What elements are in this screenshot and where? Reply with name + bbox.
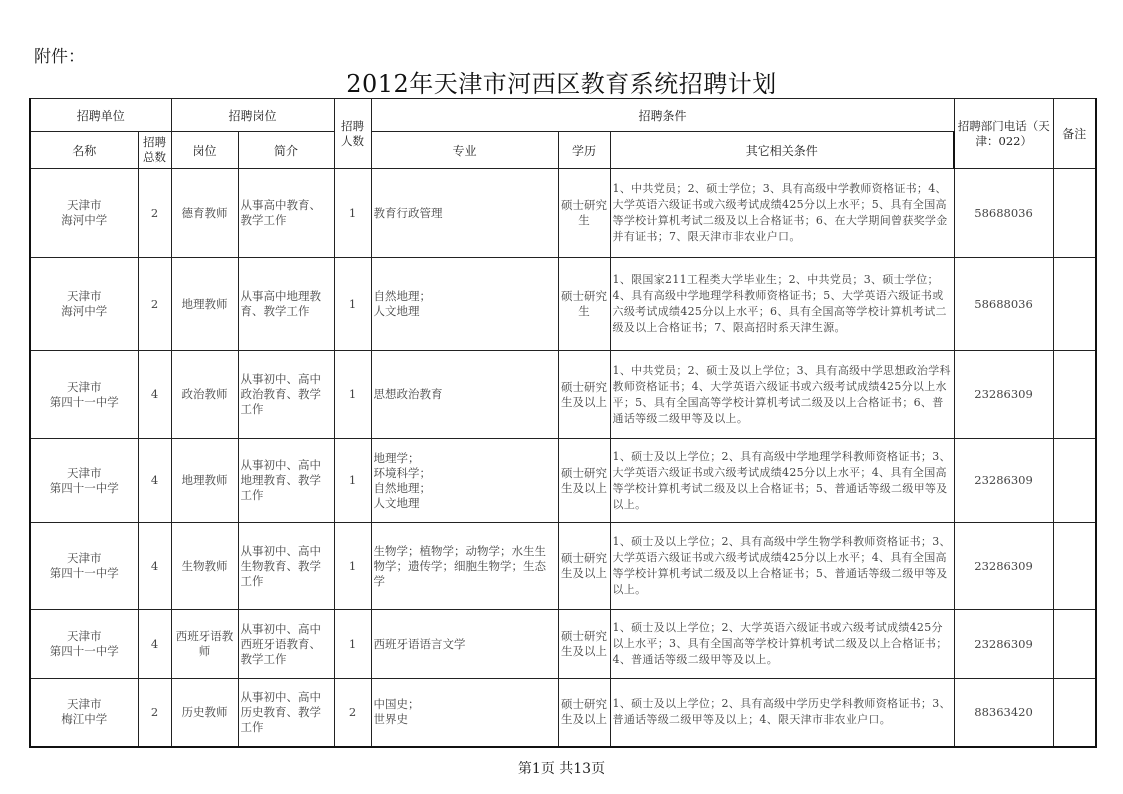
major: 自然地理； 人文地理 <box>371 258 558 351</box>
remark <box>1053 439 1096 523</box>
unit-total: 2 <box>138 679 171 747</box>
other-conditions: 1、硕士及以上学位；2、具有高级中学生物学科教师资格证书；3、大学英语六级证书或六级考试成绩425分以上水平；4、具有全国高等学校计算机考试二级及以上合格证书；5、普通话等级二级甲等及以上。 <box>610 523 954 610</box>
remark <box>1053 351 1096 439</box>
major: 思想政治教育 <box>371 351 558 439</box>
phone: 23286309 <box>954 610 1053 679</box>
post-intro: 从事高中教育、教学工作 <box>238 169 334 258</box>
education: 硕士研究生及以上 <box>558 439 610 523</box>
post-count: 1 <box>334 169 371 258</box>
post-count: 1 <box>334 258 371 351</box>
post-name: 地理教师 <box>171 258 238 351</box>
major: 地理学； 环境科学； 自然地理； 人文地理 <box>371 439 558 523</box>
unit-total: 2 <box>138 258 171 351</box>
post-name: 政治教师 <box>171 351 238 439</box>
other-conditions: 1、中共党员；2、硕士及以上学位；3、具有高级中学思想政治学科教师资格证书；4、大学英语六级证书或六级考试成绩425分以上水平；5、具有全国高等学校计算机考试二级及以上合格证书；6、普通话等级二级甲等及以上。 <box>610 351 954 439</box>
post-intro: 从事初中、高中历史教育、教学工作 <box>238 679 334 747</box>
table-row <box>30 610 1096 679</box>
phone: 88363420 <box>954 679 1053 747</box>
education: 硕士研究生及以上 <box>558 351 610 439</box>
post-intro: 从事初中、高中政治教育、教学工作 <box>238 351 334 439</box>
header-phone: 招聘部门电话（天津：022） <box>954 99 1053 169</box>
table-row <box>30 169 1096 258</box>
header-major: 专业 <box>371 132 558 169</box>
unit-total: 4 <box>138 610 171 679</box>
remark <box>1053 610 1096 679</box>
remark <box>1053 679 1096 747</box>
unit-name: 天津市 第四十一中学 <box>30 610 138 679</box>
header-remark: 备注 <box>1053 99 1096 169</box>
unit-name: 天津市 第四十一中学 <box>30 523 138 610</box>
post-count: 1 <box>334 523 371 610</box>
table-row <box>30 523 1096 610</box>
other-conditions: 1、硕士及以上学位；2、具有高级中学历史学科教师资格证书；3、普通话等级二级甲等及以上；4、限天津市非农业户口。 <box>610 679 954 747</box>
header-unit-group: 招聘单位 <box>30 99 171 132</box>
post-count: 1 <box>334 439 371 523</box>
education: 硕士研究生及以上 <box>558 523 610 610</box>
major: 中国史； 世界史 <box>371 679 558 747</box>
table-row <box>30 439 1096 523</box>
header-name: 名称 <box>30 132 138 169</box>
phone: 23286309 <box>954 523 1053 610</box>
unit-total: 2 <box>138 169 171 258</box>
post-count: 1 <box>334 351 371 439</box>
major: 生物学；植物学；动物学；水生生物学；遗传学；细胞生物学；生态学 <box>371 523 558 610</box>
table-row <box>30 351 1096 439</box>
post-name: 生物教师 <box>171 523 238 610</box>
post-intro: 从事初中、高中生物教育、教学工作 <box>238 523 334 610</box>
header-intro: 简介 <box>238 132 334 169</box>
attachment-label: 附件： <box>34 47 85 67</box>
other-conditions: 1、硕士及以上学位；2、大学英语六级证书或六级考试成绩425分以上水平；3、具有全国高等学校计算机考试二级及以上合格证书；4、普通话等级二级甲等及以上。 <box>610 610 954 679</box>
unit-name: 天津市 第四十一中学 <box>30 351 138 439</box>
remark <box>1053 258 1096 351</box>
education: 硕士研究生及以上 <box>558 679 610 747</box>
phone: 58688036 <box>954 169 1053 258</box>
header-post: 岗位 <box>171 132 238 169</box>
phone: 23286309 <box>954 351 1053 439</box>
post-name: 西班牙语教师 <box>171 610 238 679</box>
unit-total: 4 <box>138 439 171 523</box>
header-other: 其它相关条件 <box>610 132 954 169</box>
table-row <box>30 679 1096 747</box>
page-footer: 第1页 共13页 <box>517 761 606 777</box>
header-post-group: 招聘岗位 <box>171 99 334 132</box>
major: 西班牙语语言文学 <box>371 610 558 679</box>
other-conditions: 1、中共党员；2、硕士学位；3、具有高级中学教师资格证书；4、大学英语六级证书或六级考试成绩425分以上水平；5、具有全国高等学校计算机考试二级及以上合格证书；6、在大学期间曾获奖学金并有证书；7、限天津市非农业户口。 <box>610 169 954 258</box>
education: 硕士研究生及以上 <box>558 610 610 679</box>
page-title: 2012年天津市河西区教育系统招聘计划 <box>346 70 777 98</box>
education: 硕士研究生 <box>558 258 610 351</box>
unit-total: 4 <box>138 523 171 610</box>
phone: 58688036 <box>954 258 1053 351</box>
unit-name: 天津市 海河中学 <box>30 169 138 258</box>
unit-name: 天津市 海河中学 <box>30 258 138 351</box>
post-name: 德育教师 <box>171 169 238 258</box>
header-condition-group: 招聘条件 <box>371 99 954 132</box>
remark <box>1053 523 1096 610</box>
post-intro: 从事高中地理教育、教学工作 <box>238 258 334 351</box>
header-total: 招聘总数 <box>138 132 171 169</box>
unit-name: 天津市 第四十一中学 <box>30 439 138 523</box>
post-name: 历史教师 <box>171 679 238 747</box>
other-conditions: 1、硕士及以上学位；2、具有高级中学地理学科教师资格证书；3、大学英语六级证书或六级考试成绩425分以上水平；4、具有全国高等学校计算机考试二级及以上合格证书；5、普通话等级二级甲等及以上。 <box>610 439 954 523</box>
post-intro: 从事初中、高中西班牙语教育、教学工作 <box>238 610 334 679</box>
header-count: 招聘人数 <box>334 99 371 169</box>
phone: 23286309 <box>954 439 1053 523</box>
post-name: 地理教师 <box>171 439 238 523</box>
recruitment-table <box>29 98 1097 748</box>
post-count: 2 <box>334 679 371 747</box>
post-count: 1 <box>334 610 371 679</box>
unit-name: 天津市 梅江中学 <box>30 679 138 747</box>
remark <box>1053 169 1096 258</box>
other-conditions: 1、限国家211工程类大学毕业生；2、中共党员；3、硕士学位；4、具有高级中学地理学科教师资格证书；5、大学英语六级证书或六级考试成绩425分以上水平；6、具有全国高等学校计算机考试二级及以上合格证书；7、限高招时系天津生源。 <box>610 258 954 351</box>
unit-total: 4 <box>138 351 171 439</box>
table-row <box>30 258 1096 351</box>
education: 硕士研究生 <box>558 169 610 258</box>
major: 教育行政管理 <box>371 169 558 258</box>
header-education: 学历 <box>558 132 610 169</box>
post-intro: 从事初中、高中地理教育、教学工作 <box>238 439 334 523</box>
